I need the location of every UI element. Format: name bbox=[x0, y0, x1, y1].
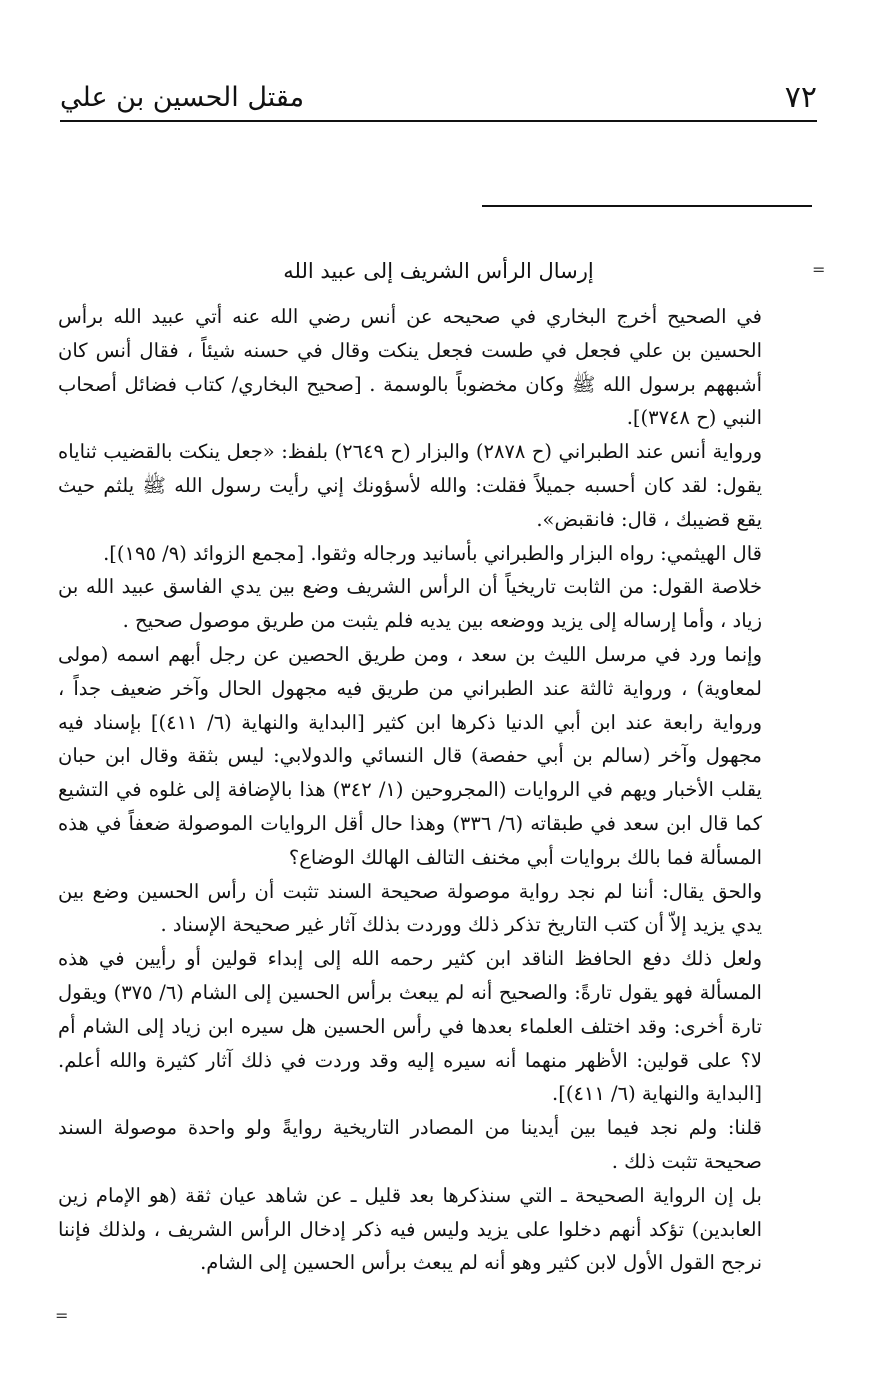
header-rule bbox=[60, 120, 817, 122]
paragraph-anas-narration: ورواية أنس عند الطبراني (ح ٢٨٧٨) والبزار (ح ٢٦٤٩) بلفظ: «جعل ينكت بالقضيب ثناياه يقول: لقد كان أحسبه جميلاً فقلت: والله لأسؤونك إني رأيت رسول الله ﷺ يلثم حيث يقع قضيبك ، قال: فانقبض». bbox=[58, 440, 762, 531]
running-title: مقتل الحسين بن علي bbox=[60, 82, 305, 113]
paragraph-ibn-kathir: ولعل ذلك دفع الحافظ الناقد ابن كثير رحمه الله إلى إبداء قولين أو رأيين في هذه المسألة فهو يقول تارةً: والصحيح أنه لم يبعث برأس الحسين إلى الشام (٦/ ٣٧٥) ويقول تارة أخرى: وقد اختلف العلماء بعدها في رأس الحسين هل سيره ابن زياد إلى الشام أم لا؟ على قولين: الأظهر منهما أنه سيره إليه وقد وردت في ذلك آثار كثيرة والله أعلم. [البداية والنهاية (٦/ ٤١١)]. bbox=[58, 947, 762, 1106]
paragraph-summary: خلاصة القول: من الثابت تاريخياً أن الرأس الشريف وضع بين يدي الفاسق عبيد الله بن زياد ، وأما إرساله إلى يزيد ووضعه بين يديه فلم يثبت من طريق موصول صحيح . bbox=[58, 575, 762, 633]
body-text bbox=[58, 300, 762, 1280]
paragraph-bukhari-hadith: في الصحيح أخرج البخاري في صحيحه عن أنس رضي الله عنه أتي عبيد الله برأس الحسين بن علي فجعل في طست فجعل ينكت وقال في حسنه شيئاً ، فقال أنس كان أشبههم برسول الله ﷺ وكان مخضوباً بالوسمة . [صحيح البخاري/ كتاب فضائل أصحاب النبي (ح ٣٧٤٨)]. bbox=[58, 305, 762, 430]
paragraph-weak-narrations: وإنما ورد في مرسل الليث بن سعد ، ومن طريق الحصين عن رجل أبهم اسمه (مولى لمعاوية) ، ورواية ثالثة عند الطبراني من طريق فيه مجهول الحال وآخر ضعيف جداً ، ورواية رابعة عند ابن أبي الدنيا ذكرها ابن كثير [البداية والنهاية (٦/ ٤١١)] بإسناد فيه مجهول وآخر (سالم بن أبي حفصة) قال النسائي والدولابي: ليس بثقة وقال ابن حبان يقلب الأخبار ويهم في الروايات (المجروحين (١/ ٣٤٢) هذا بالإضافة إلى غلوه في التشيع كما قال ابن سعد في طبقاته (٦/ ٣٣٦) وهذا حال أقل الروايات الموصولة ضعفاً في هذه المسألة فما بالك بروايات أبي مخنف التالف الهالك الوضاع؟ bbox=[58, 642, 762, 869]
paragraph-truth: والحق يقال: أننا لم نجد رواية موصولة صحيحة السند تثبت أن رأس الحسين وضع بين يدي يزيد إلاّ أن كتب التاريخ تذكر ذلك ووردت بذلك آثار غير صحيحة الإسناد . bbox=[58, 879, 762, 937]
section-rule bbox=[482, 205, 812, 207]
paragraph-conclusion: بل إن الرواية الصحيحة ـ التي سنذكرها بعد قليل ـ عن شاهد عيان ثقة (هو الإمام زين العابدين) تؤكد أنهم دخلوا على يزيد وليس فيه ذكر إدخال الرأس الشريف ، ولذلك فإننا نرجح القول الأول لابن كثير وهو أنه لم يبعث برأس الحسين إلى الشام. bbox=[58, 1183, 762, 1275]
page-number: ٧٢ bbox=[784, 80, 817, 115]
page-header bbox=[60, 78, 817, 120]
paragraph-our-view: قلنا: ولم نجد فيما بين أيدينا من المصادر التاريخية روايةً ولو واحدة موصولة السند صحيحة تثبت ذلك . bbox=[58, 1116, 762, 1173]
section-title: إرسال الرأس الشريف إلى عبيد الله bbox=[283, 259, 594, 283]
margin-mark-bottom: = bbox=[55, 1306, 69, 1325]
paragraph-haythami: قال الهيثمي: رواه البزار والطبراني بأسانيد ورجاله وثقوا. [مجمع الزوائد (٩/ ١٩٥)]. bbox=[103, 541, 762, 565]
margin-mark-top: = bbox=[812, 260, 826, 279]
